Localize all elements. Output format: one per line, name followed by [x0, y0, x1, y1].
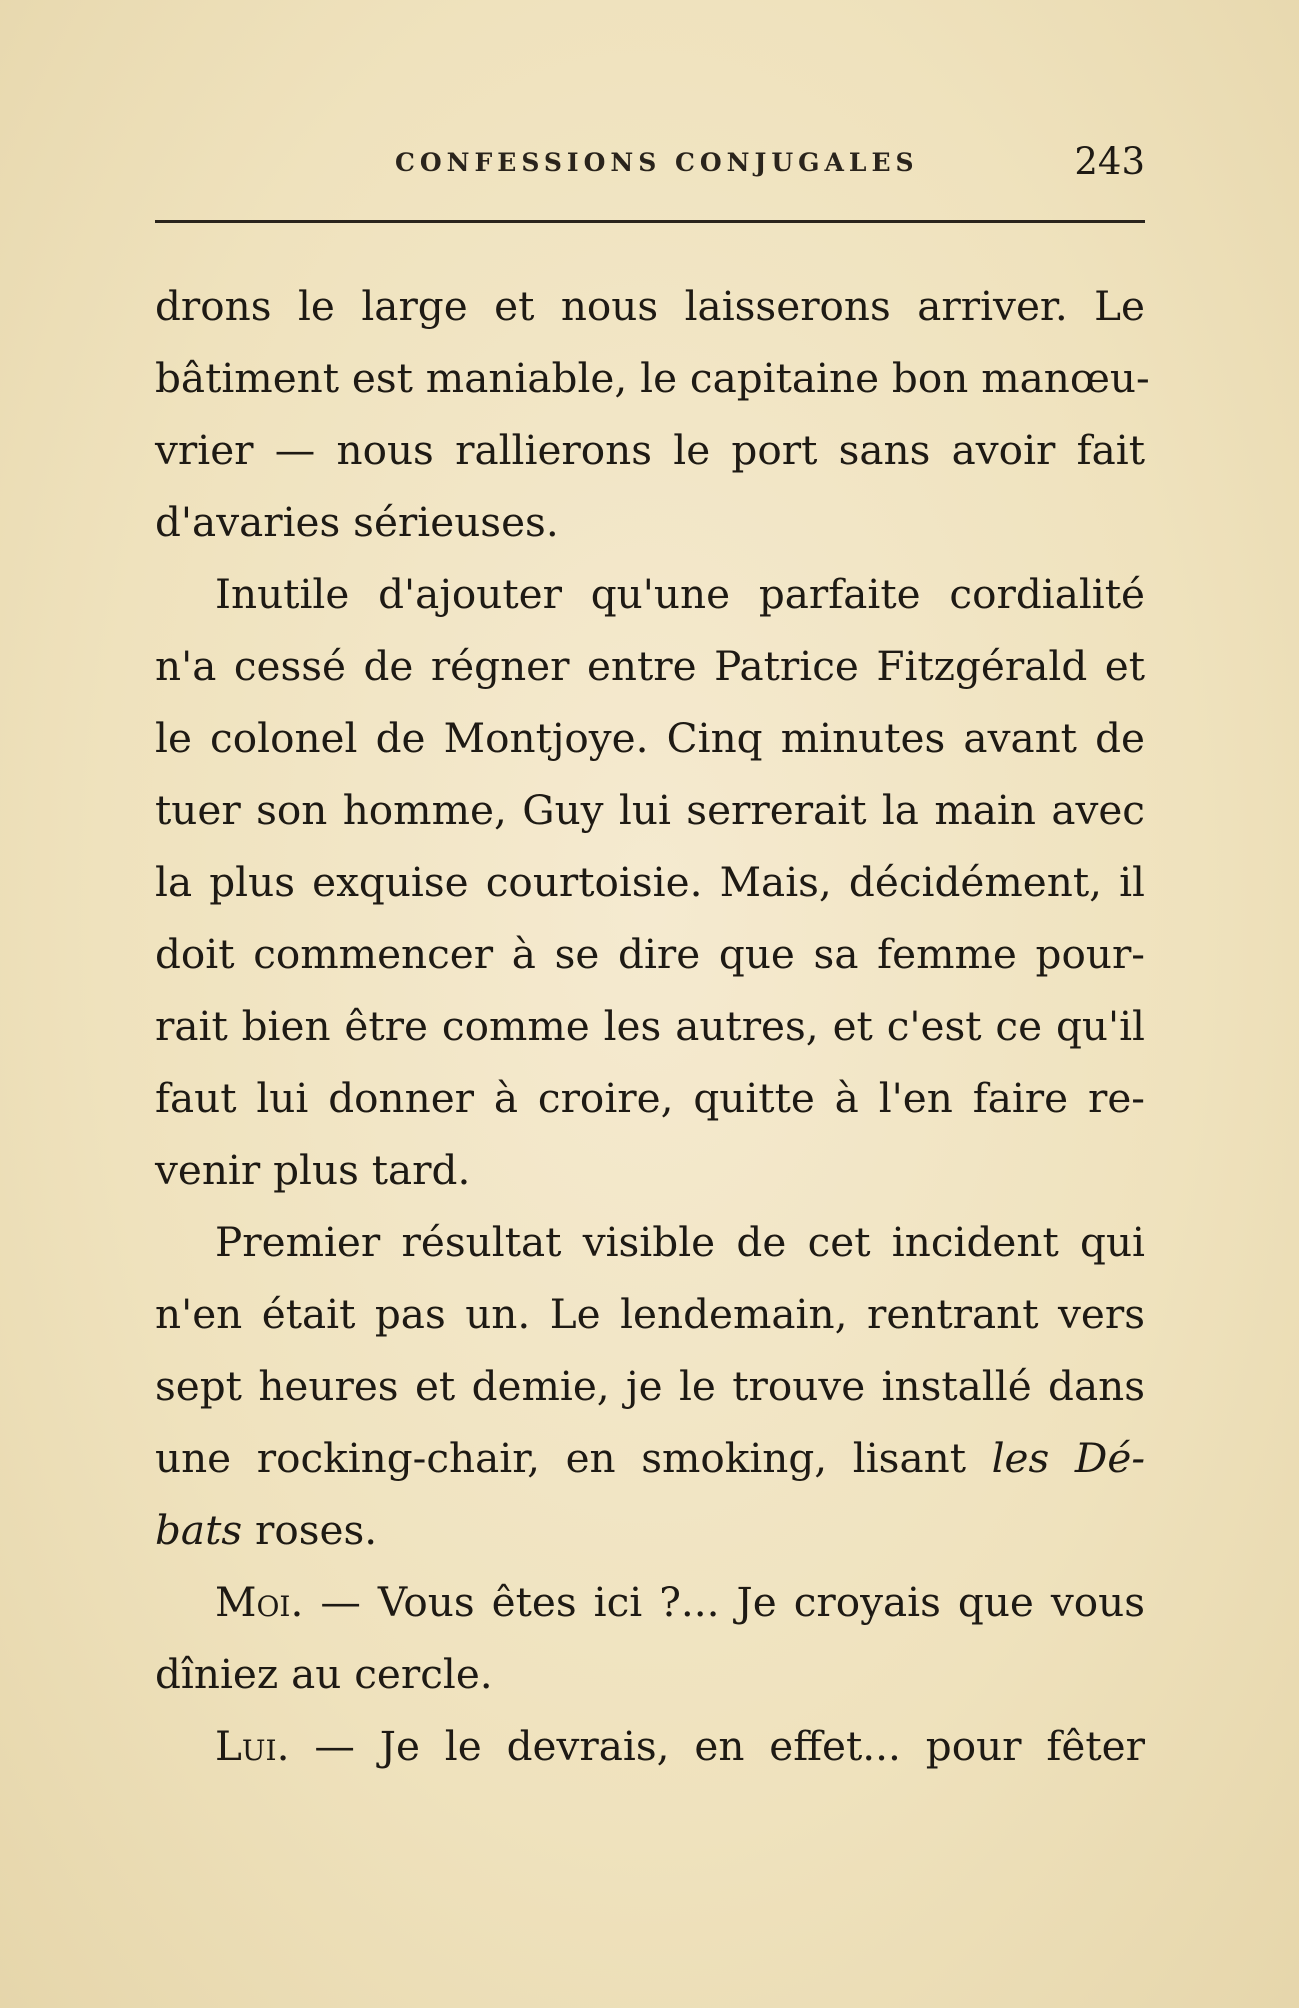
text-line: rait bien être comme les autres, et c'est ce qu'il	[155, 1002, 1145, 1050]
text-line: dîniez au cercle.	[155, 1650, 493, 1698]
speaker-name: Lui	[215, 1722, 277, 1770]
text-line: la plus exquise courtoisie. Mais, décidément, il	[155, 858, 1145, 906]
dialogue-line	[155, 1566, 1145, 1638]
text-line: sept heures et demie, je le trouve installé dans	[155, 1362, 1145, 1410]
italic-title: bats	[155, 1506, 243, 1554]
text-line: d'avaries sérieuses.	[155, 498, 559, 546]
text-span: roses.	[242, 1506, 378, 1554]
text-line	[155, 1422, 1145, 1494]
text-line: n'a cessé de régner entre Patrice Fitzgérald et	[155, 642, 1145, 690]
dialogue-line	[155, 1710, 1145, 1782]
text-line: vrier — nous rallierons le port sans avoir fait	[155, 426, 1145, 474]
text-span: une rocking-chair, en smoking, lisant	[155, 1434, 992, 1482]
text-line	[155, 1494, 1145, 1566]
speaker-name: Moi	[215, 1578, 291, 1626]
text-line: n'en était pas un. Le lendemain, rentrant vers	[155, 1290, 1145, 1338]
dialogue-text: . — Je le devrais, en effet... pour fêter	[276, 1722, 1145, 1770]
text-line: faut lui donner à croire, quitte à l'en faire re-	[155, 1074, 1145, 1122]
dialogue-text: . — Vous êtes ici ?... Je croyais que vous	[290, 1578, 1145, 1626]
text-line: tuer son homme, Guy lui serrerait la main avec	[155, 786, 1145, 834]
text-line: le colonel de Montjoye. Cinq minutes avant de	[155, 714, 1145, 762]
italic-title: les Dé-	[991, 1434, 1146, 1482]
header-rule	[155, 220, 1145, 223]
page-number: 243	[1074, 140, 1145, 183]
text-line: Inutile d'ajouter qu'une parfaite cordialité	[215, 570, 1145, 618]
body-text	[155, 270, 1150, 1782]
text-line: bâtiment est maniable, le capitaine bon manœu-	[155, 354, 1150, 402]
text-line: Premier résultat visible de cet incident qui	[215, 1218, 1145, 1266]
text-line: venir plus tard.	[155, 1146, 471, 1194]
text-line: drons le large et nous laisserons arriver. Le	[155, 282, 1145, 330]
running-title: CONFESSIONS CONJUGALES	[395, 148, 919, 177]
running-head	[155, 140, 1145, 190]
text-line: doit commencer à se dire que sa femme pour-	[155, 930, 1145, 978]
